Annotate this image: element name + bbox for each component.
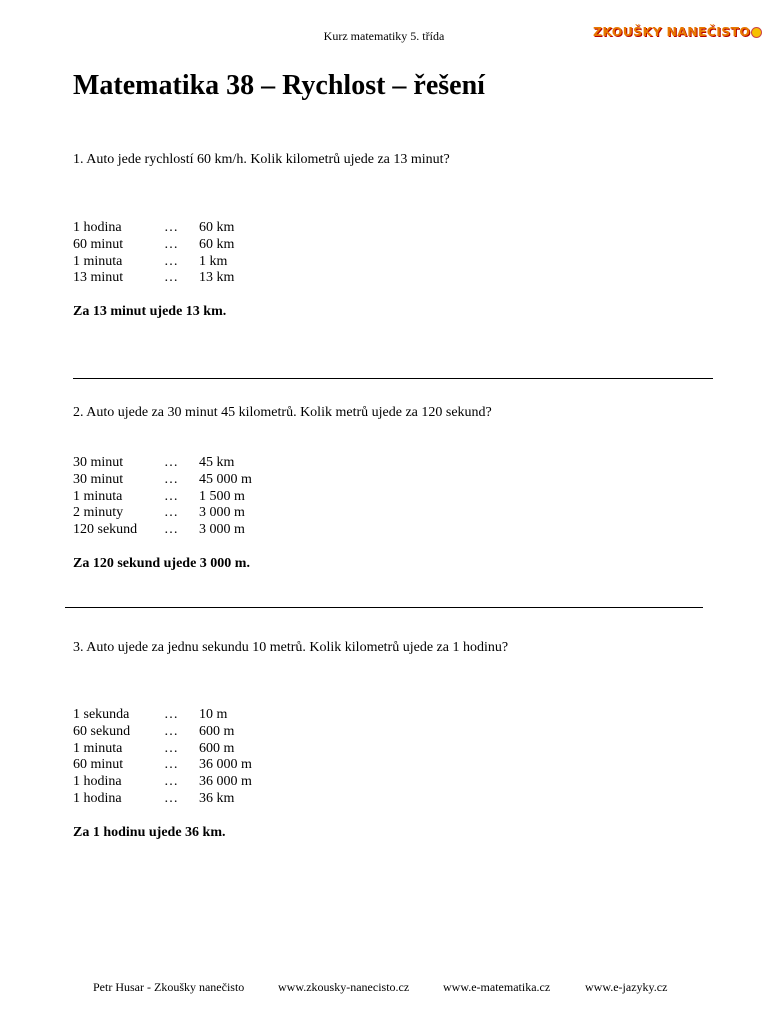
problem-2-answer: Za 120 sekund ujede 3 000 m.: [73, 556, 250, 571]
problem-2-table: [73, 455, 252, 539]
table-row: [73, 220, 234, 237]
row-separator: …: [164, 471, 178, 487]
row-quantity: 2 minuty: [73, 505, 124, 521]
row-value: 1 500 m: [199, 488, 245, 504]
row-separator: …: [164, 757, 178, 773]
row-value: 60 km: [199, 236, 235, 252]
row-separator: …: [164, 236, 178, 252]
divider: [73, 378, 713, 379]
problem-1-table: [73, 220, 234, 287]
row-quantity: 30 minut: [73, 471, 124, 487]
row-quantity: 30 minut: [73, 455, 124, 470]
divider: [65, 607, 703, 608]
row-quantity: 1 hodina: [73, 790, 122, 806]
row-value: 600 m: [199, 740, 235, 756]
row-separator: …: [164, 774, 178, 790]
table-row: [73, 505, 252, 522]
row-quantity: 1 hodina: [73, 220, 122, 235]
row-separator: …: [164, 220, 178, 235]
problem-3-question: 3. Auto ujede za jednu sekundu 10 metrů. Kolik kilometrů ujede za 1 hodinu?: [73, 640, 509, 655]
table-row: [73, 455, 252, 472]
row-value: 36 000 m: [199, 774, 252, 790]
table-row: [73, 237, 234, 254]
row-quantity: 1 minuta: [73, 253, 123, 269]
table-row: [73, 707, 252, 724]
course-header: Kurz matematiky 5. třída: [323, 29, 445, 43]
table-row: [73, 774, 252, 791]
problem-3-table: [73, 707, 252, 808]
problem-1-answer: Za 13 minut ujede 13 km.: [73, 304, 227, 319]
row-quantity: 60 sekund: [73, 723, 131, 739]
table-row: [73, 791, 252, 808]
zkousky-nanecisto-logo: [593, 24, 753, 44]
row-separator: …: [164, 270, 178, 286]
table-row: [73, 489, 252, 506]
row-separator: …: [164, 723, 178, 739]
row-quantity: 60 minut: [73, 236, 124, 252]
problem-1-question: 1. Auto jede rychlostí 60 km/h. Kolik kilometrů ujede za 13 minut?: [73, 152, 450, 167]
table-row: [73, 254, 234, 271]
table-row: [73, 757, 252, 774]
table-row: [73, 270, 234, 287]
problem-2-question: 2. Auto ujede za 30 minut 45 kilometrů. Kolik metrů ujede za 120 sekund?: [73, 405, 492, 420]
table-row: [73, 522, 252, 539]
page-title: Matematika 38 – Rychlost – řešení: [73, 70, 485, 101]
row-value: 36 km: [199, 790, 235, 806]
row-value: 1 km: [199, 253, 228, 269]
row-separator: …: [164, 505, 178, 521]
row-quantity: 60 minut: [73, 757, 124, 773]
row-separator: …: [164, 455, 178, 470]
table-row: [73, 724, 252, 741]
table-row: [73, 472, 252, 489]
row-value: 600 m: [199, 723, 235, 739]
row-value: 60 km: [199, 220, 235, 235]
row-quantity: 1 hodina: [73, 774, 122, 790]
row-value: 36 000 m: [199, 757, 252, 773]
row-separator: …: [164, 522, 178, 538]
row-separator: …: [164, 707, 178, 722]
row-value: 3 000 m: [199, 522, 245, 538]
row-quantity: 1 minuta: [73, 740, 123, 756]
row-quantity: 13 minut: [73, 270, 124, 286]
row-quantity: 1 minuta: [73, 488, 123, 504]
row-separator: …: [164, 740, 178, 756]
row-quantity: 120 sekund: [73, 522, 138, 538]
problem-3-answer: Za 1 hodinu ujede 36 km.: [73, 825, 226, 840]
row-quantity: 1 sekunda: [73, 707, 130, 722]
row-value: 13 km: [199, 270, 235, 286]
row-separator: …: [164, 488, 178, 504]
footer-link-ematematika[interactable]: www.e-matematika.cz: [443, 980, 551, 994]
row-value: 45 km: [199, 455, 235, 470]
row-value: 10 m: [199, 707, 228, 722]
footer-link-ejazyky[interactable]: www.e-jazyky.cz: [585, 980, 668, 994]
row-value: 45 000 m: [199, 471, 252, 487]
footer-link-zkousky[interactable]: www.zkousky-nanecisto.cz: [278, 980, 410, 994]
row-value: 3 000 m: [199, 505, 245, 521]
row-separator: …: [164, 790, 178, 806]
row-separator: …: [164, 253, 178, 269]
footer-author: Petr Husar - Zkoušky nanečisto: [93, 980, 245, 994]
logo-text: ZKOUŠKY NANEČISTO: [593, 24, 751, 39]
table-row: [73, 741, 252, 758]
